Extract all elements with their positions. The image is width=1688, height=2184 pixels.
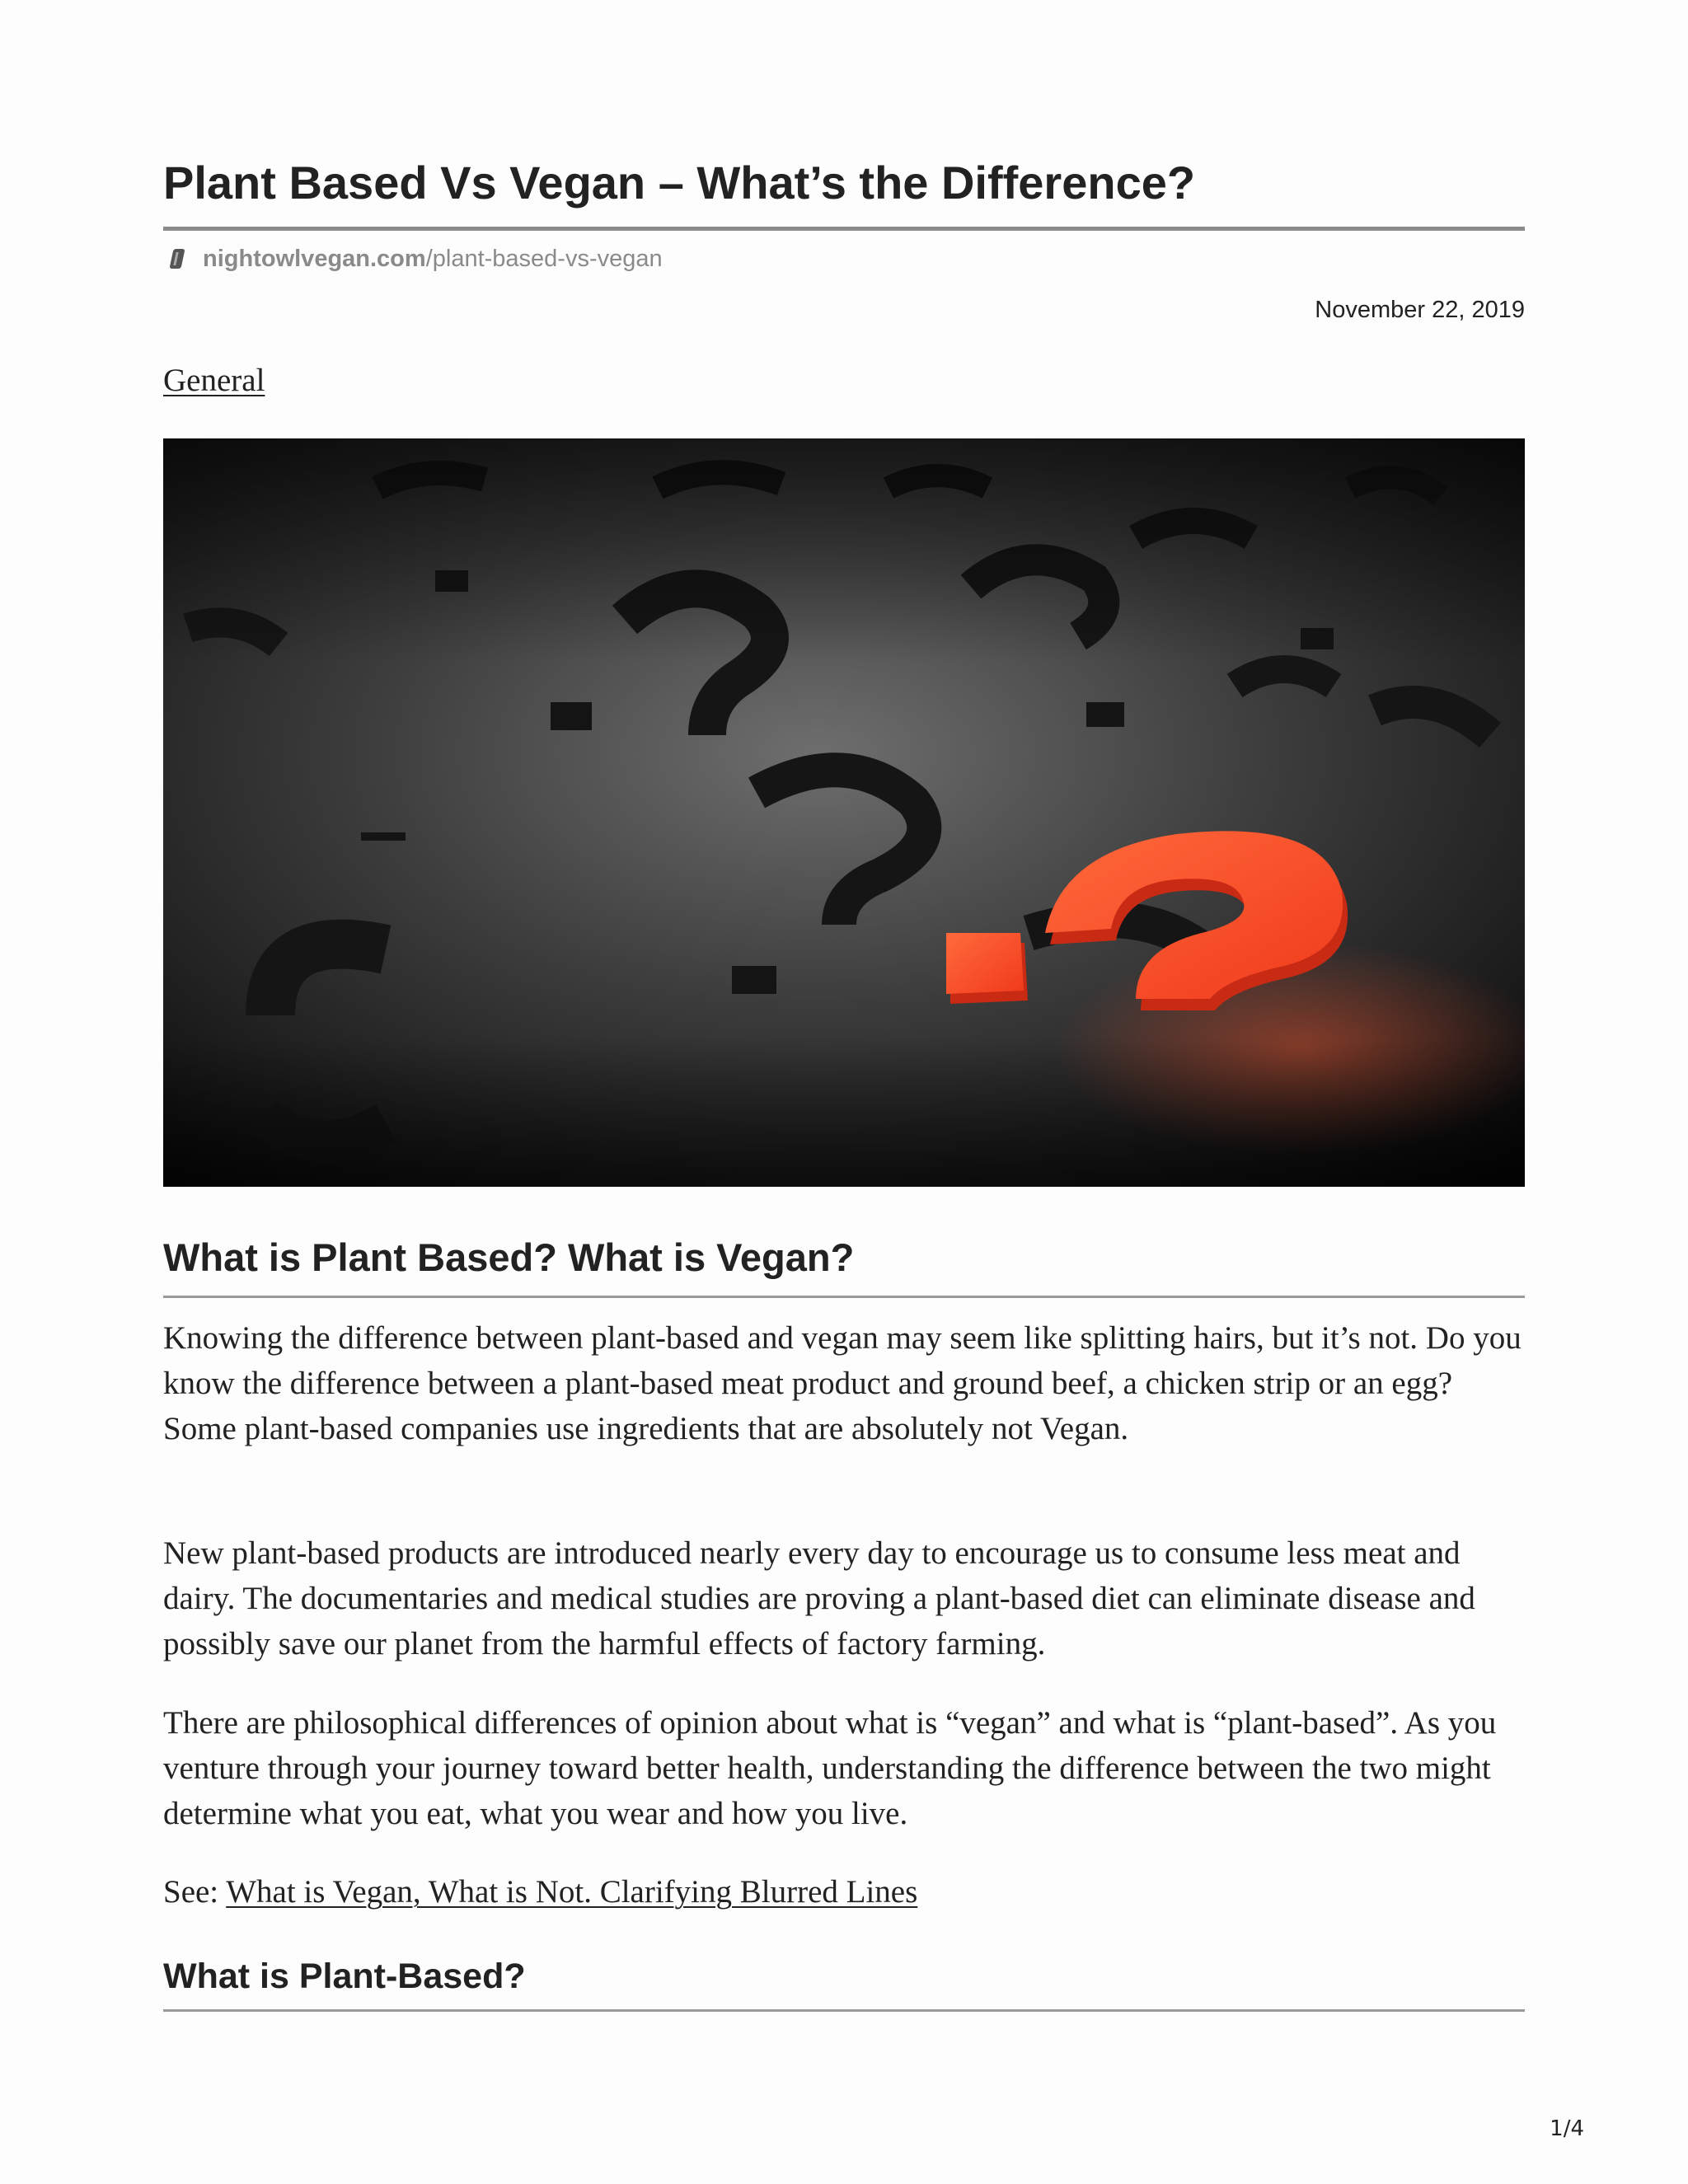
source-path: /plant-based-vs-vegan [425,246,663,272]
see-also-link[interactable]: What is Vegan, What is Not. Clarifying Blurred Lines [226,1874,918,1910]
see-also [163,1869,1525,1915]
title-divider [163,227,1525,231]
see-prefix: See: [163,1874,227,1910]
page-number: 1/4 [1550,2116,1584,2141]
publish-date: November 22, 2019 [1315,297,1525,323]
source-domain: nightowlvegan.com [203,246,426,272]
paragraph-3: There are philosophical differences of opinion about what is “vegan” and what is “plant-based”. As you venture through your journey toward better health, understanding the difference between the two might determine what you eat, what you wear and how you live. [163,1705,1497,1831]
hero-image [163,438,1525,1187]
paragraph-2: New plant-based products are introduced nearly every day to encourage us to consume less meat and dairy. The documentaries and medical studies are proving a plant-based diet can eliminate disease and possibly save our planet from the harmful effects of factory farming. [163,1535,1475,1661]
section-divider [163,1296,1525,1298]
source-url[interactable] [171,242,663,275]
link-icon [169,249,185,269]
article-title: Plant Based Vs Vegan – What’s the Difference? [163,157,1196,209]
category-link[interactable]: General [163,363,265,398]
section-divider [163,2009,1525,2012]
paragraph-1: Knowing the difference between plant-based and vegan may seem like splitting hairs, but it’s not. Do you know the difference between a plant-based meat product and ground beef, a chicken strip or an egg? Some plant-based companies use ingredients that are absolutely not Vegan. [163,1320,1522,1446]
section-heading-plant-based: What is Plant-Based? [163,1957,526,1996]
section-heading-plant-based-vegan: What is Plant Based? What is Vegan? [163,1235,855,1279]
